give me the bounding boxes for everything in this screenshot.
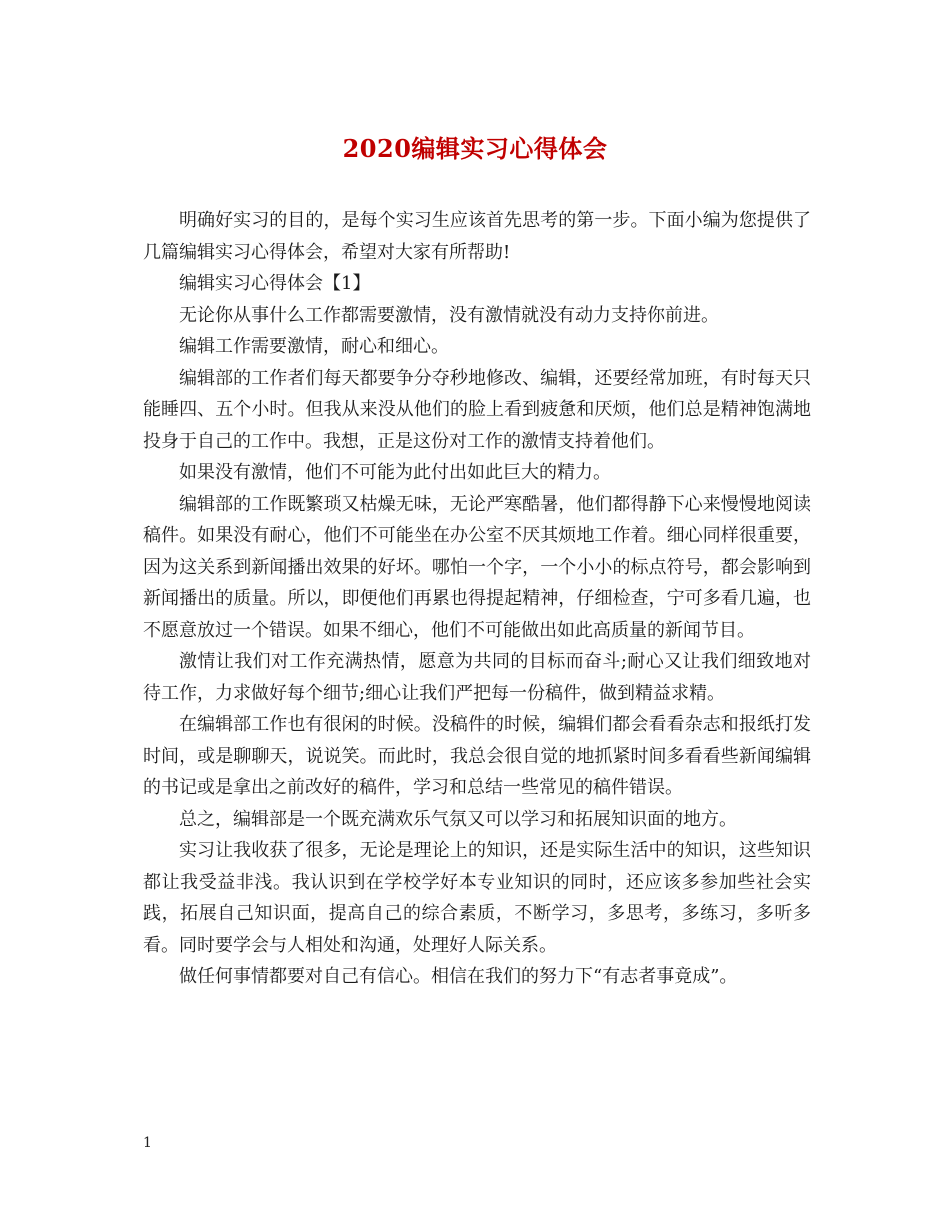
- paragraph: 实习让我收获了很多，无论是理论上的知识，还是实际生活中的知识，这些知识都让我受益非浅。我认识到在学校学好本专业知识的同时，还应该多参加些社会实践，拓展自己知识面，提高自己的综合素质，不断学习，多思考，多练习，多听多看。同时要学会与人相处和沟通，处理好人际关系。: [143, 840, 811, 956]
- paragraph: 做任何事情都要对自己有信心。相信在我们的努力下“有志者事竟成”。: [179, 966, 738, 987]
- paragraph: 在编辑部工作也有很闲的时候。没稿件的时候，编辑们都会看看杂志和报纸打发时间，或是聊聊天，说说笑。而此时，我总会很自觉的地抓紧时间多看看些新闻编辑的书记或是拿出之前改好的稿件，学习和总结一些常见的稿件错误。: [143, 714, 811, 798]
- paragraph: 激情让我们对工作充满热情，愿意为共同的目标而奋斗;耐心又让我们细致地对待工作，力求做好每个细节;细心让我们严把每一份稿件，做到精益求精。: [143, 651, 811, 704]
- page-number: 1: [143, 1135, 152, 1151]
- paragraph: 总之，编辑部是一个既充满欢乐气氛又可以学习和拓展知识面的地方。: [179, 808, 737, 830]
- document-title: 2020编辑实习心得体会: [342, 134, 608, 163]
- section-heading: 编辑实习心得体会【1】: [179, 273, 371, 294]
- paragraph: 编辑工作需要激情，耐心和细心。: [179, 336, 449, 357]
- paragraph: 无论你从事什么工作都需要激情，没有激情就没有动力支持你前进。: [179, 304, 719, 326]
- document-body: [143, 205, 811, 993]
- paragraph: 如果没有激情，他们不可能为此付出如此巨大的精力。: [179, 462, 611, 483]
- paragraph: 编辑部的工作者们每天都要争分夺秒地修改、编辑，还要经常加班，有时每天只能睡四、五个小时。但我从来没从他们的脸上看到疲惫和厌烦，他们总是精神饱满地投身于自己的工作中。我想，正是这份对工作的激情支持着他们。: [143, 367, 811, 452]
- paragraph: 编辑部的工作既繁琐又枯燥无味，无论严寒酷暑，他们都得静下心来慢慢地阅读稿件。如果没有耐心，他们不可能坐在办公室不厌其烦地工作着。细心同样很重要，因为这关系到新闻播出效果的好坏。哪怕一个字，一个小小的标点符号，都会影响到新闻播出的质量。所以，即便他们再累也得提起精神，仔细检查，宁可多看几遍，也不愿意放过一个错误。如果不细心，他们不可能做出如此高质量的新闻节目。: [143, 493, 811, 641]
- paragraph-intro: 明确好实习的目的，是每个实习生应该首先思考的第一步。下面小编为您提供了几篇编辑实习心得体会，希望对大家有所帮助!: [143, 210, 811, 263]
